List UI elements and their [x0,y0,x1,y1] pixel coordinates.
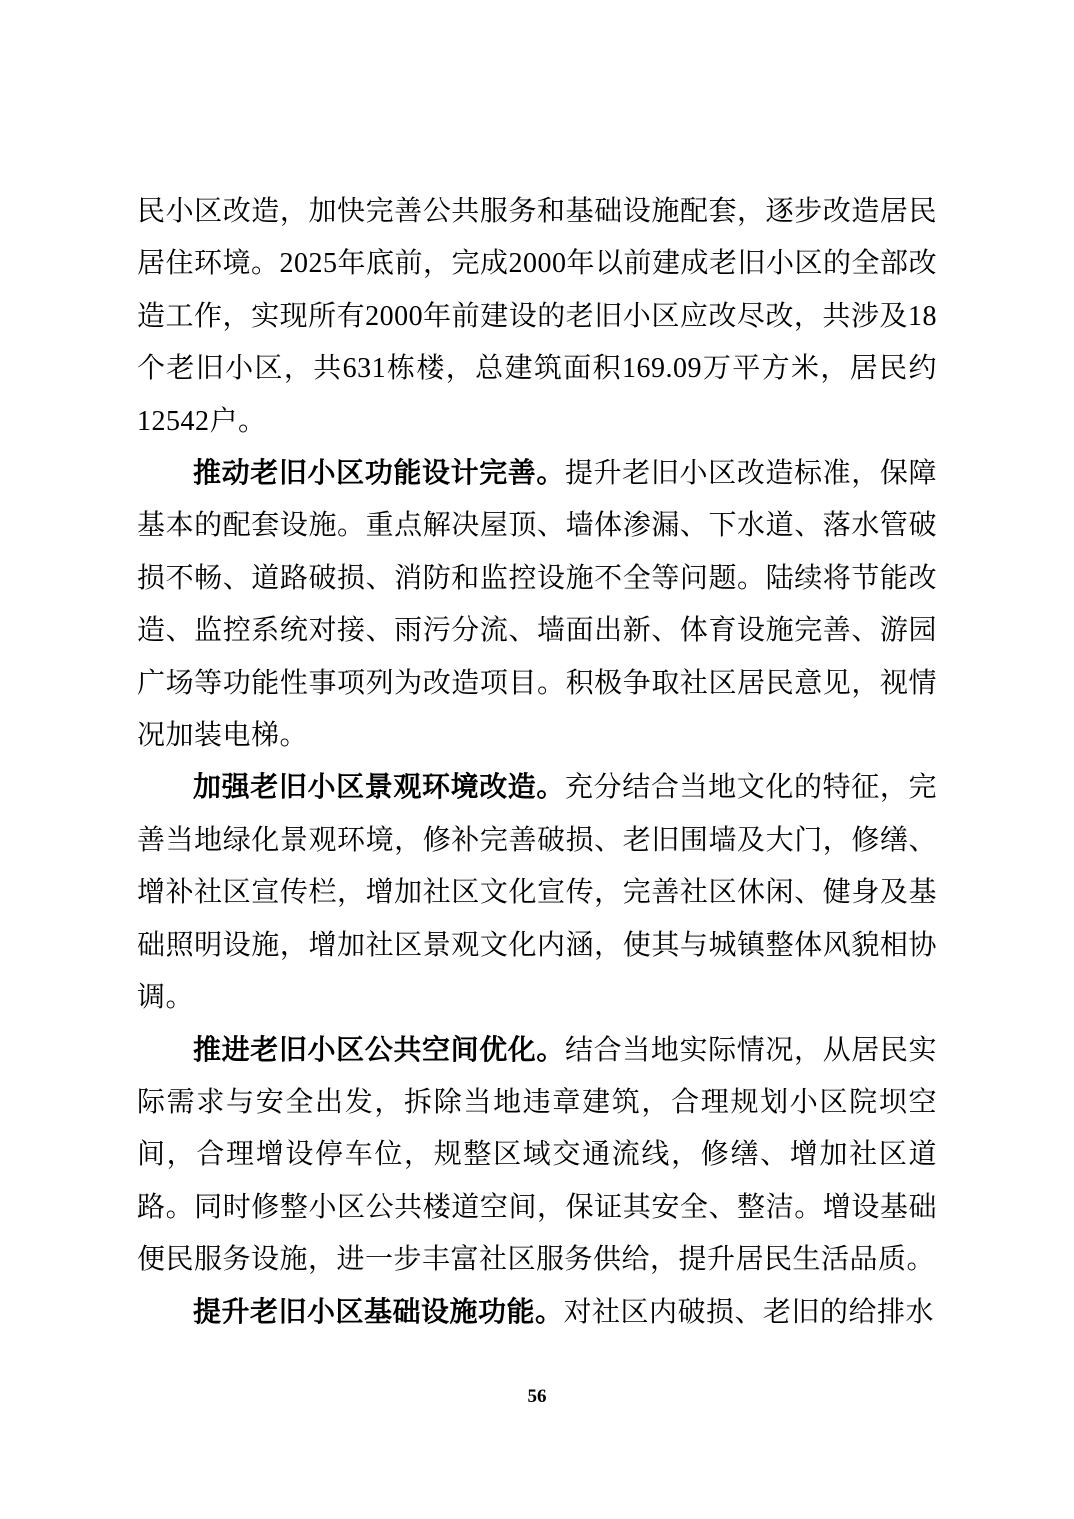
paragraph-function-design [137,448,937,762]
page-number: 56 [527,1386,547,1407]
paragraph-continuation [137,186,937,448]
paragraph-text: 结合当地实际情况，从居民实际需求与安全出发，拆除当地违章建筑，合理规划小区院坝空间，合理增设停车位，规整区域交通流线，修缮、增加社区道路。同时修整小区公共楼道空间，保证其安全、整洁。增设基础便民服务设施，进一步丰富社区服务供给，提升居民生活品质。 [137,1034,937,1276]
paragraph-lead: 加强老旧小区景观环境改造。 [193,772,566,804]
paragraph-lead: 推进老旧小区公共空间优化。 [193,1034,566,1066]
paragraph-lead: 提升老旧小区基础设施功能。 [193,1296,564,1328]
paragraph-infrastructure [137,1287,937,1339]
paragraph-text: 民小区改造，加快完善公共服务和基础设施配套，逐步改造居民居住环境。2025年底前，完成2000年以前建成老旧小区的全部改造工作，实现所有2000年前建设的老旧小区应改尽改，共涉及18个老旧小区，共631栋楼，总建筑面积169.09万平方米，居民约12542户。 [137,196,938,437]
paragraph-public-space [137,1025,937,1287]
paragraph-text: 充分结合当地文化的特征，完善当地绿化景观环境，修补完善破损、老旧围墙及大门，修缮、增补社区宣传栏，增加社区文化宣传，完善社区休闲、健身及基础照明设施，增加社区景观文化内涵，使其与城镇整体风貌相协调。 [137,772,937,1014]
paragraph-landscape-environment [137,762,937,1024]
paragraph-text: 提升老旧小区改造标准，保障基本的配套设施。重点解决屋顶、墙体渗漏、下水道、落水管破损不畅、道路破损、消防和监控设施不全等问题。陆续将节能改造、监控系统对接、雨污分流、墙面出新、体育设施完善、游园广场等功能性事项列为改造项目。积极争取社区居民意见，视情况加装电梯。 [137,458,937,752]
document-body [137,186,937,1339]
paragraph-text: 对社区内破损、老旧的给排水 [563,1296,935,1328]
paragraph-lead: 推动老旧小区功能设计完善。 [193,458,566,490]
